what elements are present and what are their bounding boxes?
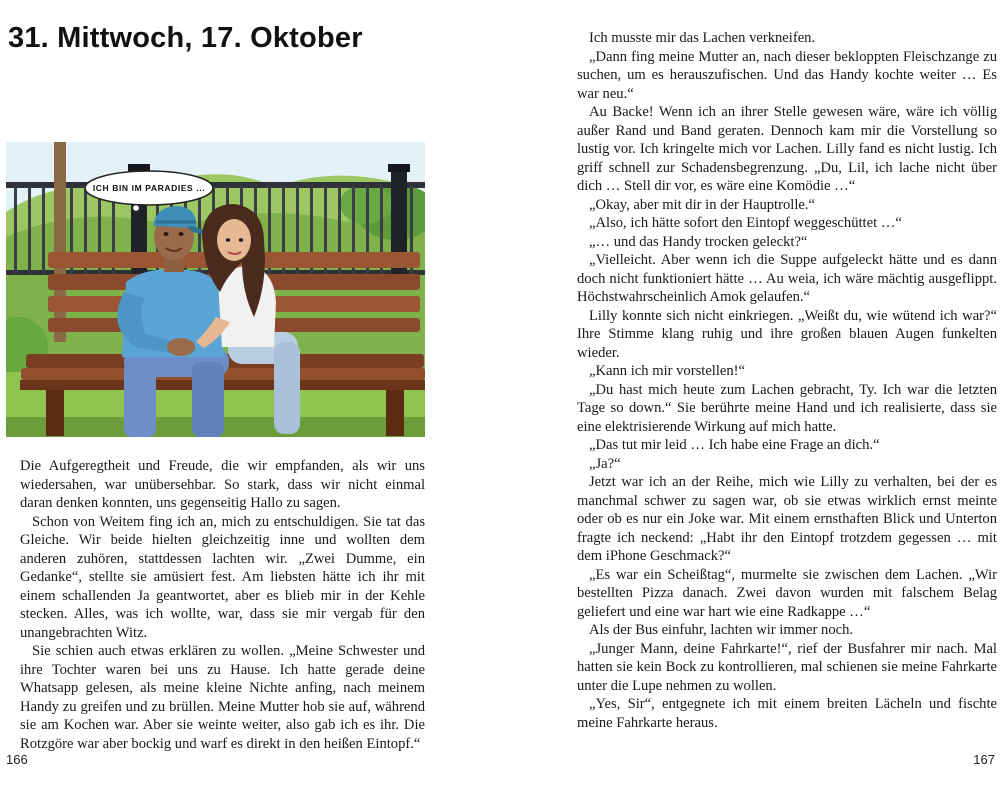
paragraph: „Dann fing meine Mutter an, nach dieser bekloppten Fleischzange zu suchen, um es herauszufischen. Und das Handy kochte weiter … Es war neu.“ — [577, 48, 997, 102]
right-page-body — [577, 29, 997, 732]
chapter-title: 31. Mittwoch, 17. Oktober — [8, 22, 363, 54]
paragraph: „Junger Mann, deine Fahrkarte!“, rief der Busfahrer mir nach. Mal hatten sie kein Bock zu kontrollieren, mal schienen sie meine Fahrkarte unter die Lupe nehmen zu wollen. — [577, 640, 997, 694]
paragraph: „Das tut mir leid … Ich habe eine Frage an dich.“ — [589, 437, 880, 453]
speech-bubble-text: ICH BIN IM PARADIES ... — [92, 183, 206, 193]
paragraph: Die Aufgeregtheit und Freude, die wir empfanden, als wir uns wiedersahen, war unübersehbar. So stark, dass wir nicht einmal daran denken konnten, uns gegenseitig Hallo zu sagen. — [20, 458, 425, 511]
paragraph: Au Backe! Wenn ich an ihrer Stelle gewesen wäre, wäre ich völlig außer Rand und Band geraten. Dennoch kam mir die Vorstellung so lustig vor. Ich kringelte mich vor Lachen. Lilly fand es nicht lustig. Ich griff schnell zur Schadensbegrenzung. „Du, Lil, ich lache nicht über dich … Stell dir vor, es wäre eine Komödie …“ — [577, 104, 997, 194]
paragraph: Als der Bus einfuhr, lachten wir immer noch. — [589, 622, 854, 638]
paragraph: „… und das Handy trocken geleckt?“ — [589, 233, 808, 250]
couple-on-bench-illustration — [6, 142, 425, 437]
paragraph: „Okay, aber mit dir in der Hauptrolle.“ — [589, 196, 815, 213]
paragraph: „Also, ich hätte sofort den Eintopf weggeschüttet …“ — [589, 215, 902, 231]
paragraph: Jetzt war ich an der Reihe, mich wie Lilly zu verhalten, bei der es manchmal schwer zu sagen war, ob sie etwas wirklich ernst meinte oder ob es nur ein Joke war. Mit einem ernsthaften Blick und Unterton fragte ich neckend: „Habt ihr den Eintopf trotzdem gegessen … mit dem iPhone Geschmack?“ — [577, 474, 997, 564]
paragraph: Sie schien auch etwas erklären zu wollen. „Meine Schwester und ihre Tochter waren bei uns zu Hause. Ich hatte gerade deine Whatsapp gelesen, als meine kleine Nichte anfing, nach meinem Handy zu greifen und zu brüllen. Meine Mutter hob sie auf, während sie am Kochen war. Aber sie weinte weiter, also gab ich es ihr. Die Rotzgöre war aber bockig und warf es direkt in den heißen Eintopf.“ — [20, 643, 425, 752]
paragraph: „Du hast mich heute zum Lachen gebracht, Ty. Ich war die letzten Tage so down.“ Sie berührte meine Hand und ich realisierte, dass sie eine elektrisierende Wirkung auf mich hatte. — [577, 381, 997, 435]
left-page — [0, 0, 440, 800]
page-number-left: 166 — [6, 752, 28, 767]
paragraph: „Yes, Sir“, entgegnete ich mit einem breiten Lächeln und fischte meine Fahrkarte heraus. — [577, 696, 997, 731]
left-page-body — [20, 457, 425, 753]
paragraph: Lilly konnte sich nicht einkriegen. „Weißt du, wie wütend ich war?“ Ihre Stimme klang ruhig und ihre großen blauen Augen funkelten wieder. — [577, 307, 997, 361]
paragraph: „Ja?“ — [589, 455, 621, 472]
right-page — [560, 0, 1000, 800]
paragraph: Schon von Weitem fing ich an, mich zu entschuldigen. Sie tat das Gleiche. Wir beide hielten gleichzeitig inne und wollten dem anderen zuhören, stattdessen lachten wir. „Zwei Dumme, ein Gedanke“, stellte sie amüsiert fest. Am liebsten hätte ich ihr mit einem schallenden Ja geantwortet, aber es blieb mir in der Kehle stecken. Alles, was ich wollte, war, dass sie mir vergab für den unangebrachten Witz. — [20, 513, 425, 641]
paragraph: „Kann ich mir vorstellen!“ — [589, 363, 746, 379]
page-number-right: 167 — [973, 752, 995, 767]
paragraph: „Es war ein Scheißtag“, murmelte sie zwischen dem Lachen. „Wir bestellten Pizza danach. Zwei davon wurden mit falschem Belag geliefert und eine war hart wie eine Radkappe …“ — [577, 566, 997, 620]
paragraph: Ich musste mir das Lachen verkneifen. — [589, 30, 816, 46]
paragraph: „Vielleicht. Aber wenn ich die Suppe aufgeleckt hätte und es dann doch nicht funktioniert hätte … Au weia, ich wäre mächtig ausgeflippt. Höchstwahrscheinlich Amok gelaufen.“ — [577, 252, 997, 305]
